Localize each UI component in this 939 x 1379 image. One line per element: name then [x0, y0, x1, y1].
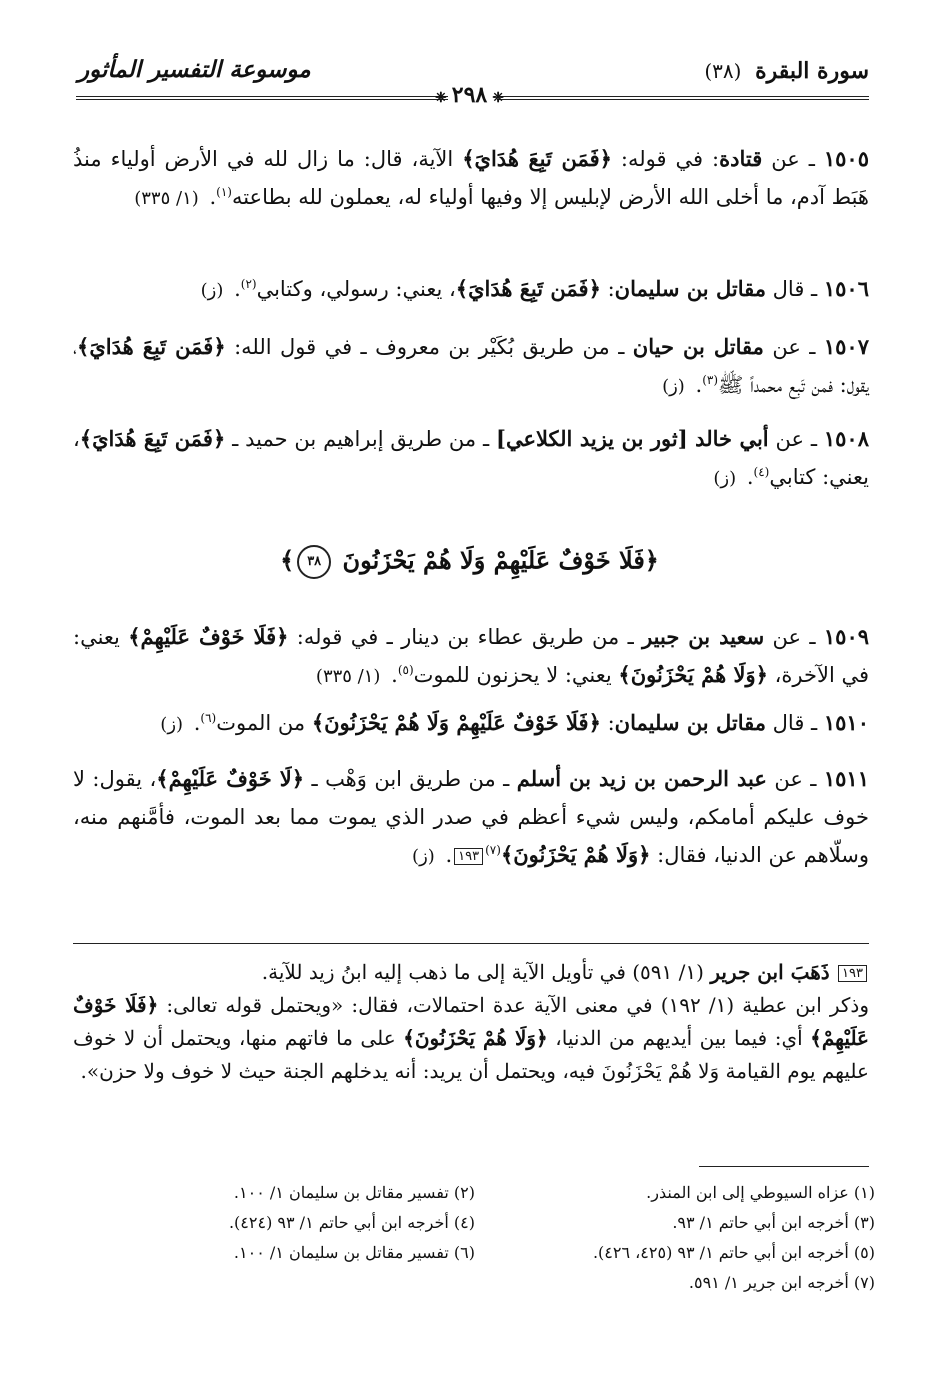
footnote-row — [75, 1178, 875, 1208]
quran-quote: ﴿فَلَا خَوْفٌ عَلَيْهِمْ﴾ — [73, 993, 869, 1050]
narrator-name: مقاتل بن سليمان — [614, 710, 766, 735]
quran-quote: ﴿فَلَا خَوْفٌ عَلَيْهِمْ﴾ — [128, 624, 289, 649]
narration-text: ـ من طريق عطاء بن دينار ـ في قوله: — [288, 625, 643, 649]
narration-text: . — [688, 373, 703, 397]
commentary-text: على ما فاتهم منها، ويحتمل أن لا خوف عليهم يوم القيامة وَلا هُمْ يَحْزَنُونَ فيه، ويحتمل أن يريد: أنه يدخلهم الجنة حيث لا خوف ولا حزن». — [73, 1026, 869, 1083]
page-number: ٢٩٨ — [451, 82, 488, 108]
narration-text: يعني: في الآخرة، — [73, 625, 869, 687]
quran-quote: ﴿فَمَن تَبِعَ هُدَايَ﴾ — [77, 334, 226, 359]
narration-number: ١٥٠٩ — [823, 624, 870, 649]
narration-text: . — [384, 663, 398, 687]
volume-reference: (ز) — [662, 376, 685, 397]
header-rule-left — [76, 96, 448, 100]
quran-quote: ﴿فَلَا خَوْفٌ عَلَيْهِمْ وَلَا هُمْ يَحْزَنُونَ﴾ — [311, 710, 601, 735]
narration-number: ١٥٠٦ — [823, 276, 869, 301]
narrator-name: مقاتل بن حيان — [632, 334, 764, 359]
narration-number: ١٥٠٧ — [823, 334, 869, 359]
footnotes — [75, 1178, 875, 1298]
dash: ـ — [800, 335, 824, 359]
narration-text: ، يقول: لا خوف عليكم أمامكم، وليس شيء أعظم في صدر الذي يموت مما بعد الموت، فأمَّنهم منه، وسلّاهم عن الدنيا، فقال: — [73, 767, 869, 867]
narration-lead: عن — [764, 625, 802, 649]
narration-number: ١٥١٠ — [823, 710, 869, 735]
narration-text: ، يعني: كتابي — [73, 427, 869, 489]
footnote-5: (٥) أخرجه ابن أبي حاتم ١/ ٩٣ (٤٢٥، ٤٢٦). — [592, 1243, 875, 1262]
narration-1506 — [73, 270, 869, 310]
volume-reference: (١/ ٣٣٥) — [134, 188, 199, 209]
narrator-name: عبد الرحمن بن زيد بن أسلم — [516, 766, 767, 791]
footnote-6: (٦) تفسير مقاتل بن سليمان ١/ ١٠٠. — [233, 1243, 475, 1262]
narration-text: من الموت — [216, 711, 312, 735]
commentary-text: وذكر ابن عطية (١/ ١٩٢) في معنى الآية عدة احتمالات، فقال: «ويحتمل قوله تعالى: — [158, 993, 869, 1017]
dash: ـ — [799, 147, 824, 171]
commentary-marker[interactable]: ١٩٣ — [454, 848, 483, 865]
commentary-separator — [73, 943, 869, 944]
narrator-name: مقاتل بن سليمان — [614, 276, 766, 301]
footnote-row — [75, 1268, 875, 1298]
footnote-4: (٤) أخرجه ابن أبي حاتم ١/ ٩٣ (٤٢٤). — [228, 1213, 475, 1232]
dash: ـ — [804, 711, 824, 735]
quran-quote: ﴿لَا خَوْفٌ عَلَيْهِمْ﴾ — [156, 766, 305, 791]
footnote-2: (٢) تفسير مقاتل بن سليمان ١/ ١٠٠. — [233, 1183, 475, 1202]
book-title: موسوعة التفسير المأثور — [78, 56, 311, 83]
narration-text: ـ من طريق ابن وَهْب ـ — [304, 767, 517, 791]
commentary-block — [73, 956, 869, 1088]
narration-1509 — [73, 618, 869, 696]
dash: ـ — [802, 767, 824, 791]
narration-text: الآية، قال: ما زال لله في الأرض أولياء منذُ هَبَط آدم، ما أخلى الله الأرض لإبليس إلا وفيها أولياء له، يعملون لله بطاعته — [73, 147, 869, 209]
commentary-number: ١٩٣ — [838, 965, 867, 982]
narration-lead: قال — [765, 277, 805, 301]
page-number-block — [430, 82, 509, 108]
narrator-name: قتادة — [719, 146, 763, 171]
volume-reference: (ز) — [412, 846, 435, 867]
footnote-marker: (١) — [216, 185, 232, 199]
quran-quote: ﴿وَلَا هُمْ يَحْزَنُونَ﴾ — [500, 842, 651, 867]
narration-text: . — [227, 277, 241, 301]
footnote-marker: (٢) — [240, 277, 257, 291]
narration-text: ، يعني: رسولي، وكتابي — [256, 277, 456, 301]
narration-1505 — [73, 140, 869, 218]
narration-text: يعني: لا يحزنون للموت — [413, 663, 619, 687]
volume-reference: (ز) — [200, 280, 224, 301]
footnote-marker: (٦) — [200, 711, 217, 725]
verse-close-bracket: ﴾ — [280, 545, 295, 575]
footnote-1: (١) عزاه السيوطي إلى ابن المنذر. — [646, 1183, 875, 1202]
narration-number: ١٥٠٨ — [823, 426, 869, 451]
narration-text: . — [202, 185, 217, 209]
narration-text: ـ من طريق بُكَيْر بن معروف ـ في قول الله: — [225, 335, 633, 359]
narration-1507 — [73, 328, 869, 406]
ayah-number-icon: ٣٨ — [297, 545, 331, 579]
volume-reference: (١/ ٣٣٥) — [315, 666, 381, 687]
narration-text: . — [740, 465, 754, 489]
ayah-range: (٣٨) — [704, 59, 742, 83]
commentary-author: ذَهَبَ ابن جرير — [710, 960, 830, 984]
footnote-marker: (٧) — [485, 843, 501, 857]
narration-text: . — [438, 843, 453, 867]
commentary-text: أي: فيما بين أيديهم من الدنيا، — [547, 1026, 811, 1050]
narration-lead: قال — [765, 711, 805, 735]
quran-quote: ﴿فَمَن تَبِعَ هُدَايَ﴾ — [455, 276, 601, 301]
narration-lead: عن — [768, 427, 805, 451]
narration-text: . — [187, 711, 201, 735]
footnote-marker: (٥) — [397, 663, 414, 677]
footnote-marker: (٤) — [753, 465, 770, 479]
narration-number: ١٥١١ — [823, 766, 869, 791]
commentary-text: (١/ ٥٩١) في تأويل الآية إلى ما ذهب إليه ابنُ زيد للآية. — [261, 960, 711, 984]
footnote-row — [75, 1208, 875, 1238]
narration-text: : في قوله: — [611, 147, 720, 171]
narrator-name: أبي خالد [ثور بن يزيد الكلاعي] — [496, 426, 769, 451]
narration-1508 — [73, 420, 869, 498]
footnote-row — [75, 1238, 875, 1268]
footnote-3: (٣) أخرجه ابن أبي حاتم ١/ ٩٣. — [672, 1213, 875, 1232]
surah-title: سورة البقرة — [755, 58, 869, 84]
surah-header — [704, 58, 869, 84]
header-rule-right — [497, 96, 869, 100]
dash: ـ — [801, 625, 824, 649]
narration-1510 — [73, 704, 869, 744]
dash: ـ — [804, 427, 824, 451]
narration-text: : — [600, 711, 615, 735]
narration-lead: عن — [762, 147, 800, 171]
verse-heading — [0, 545, 939, 579]
footnote-separator — [699, 1166, 869, 1167]
footnote-marker: (٣) — [702, 373, 719, 387]
volume-reference: (ز) — [160, 714, 184, 735]
quran-quote: ﴿فَمَن تَبِعَ هُدَايَ﴾ — [462, 146, 612, 171]
ornament-icon: ❈ — [492, 90, 504, 106]
footnote-7: (٧) أخرجه ابن جرير ١/ ٥٩١. — [688, 1273, 875, 1292]
narration-number: ١٥٠٥ — [823, 146, 869, 171]
narration-lead: عن — [763, 335, 801, 359]
quran-quote: ﴿وَلَا هُمْ يَحْزَنُونَ﴾ — [618, 662, 768, 687]
narration-text: : — [600, 277, 615, 301]
narration-text: ، يقول: فمن تَبِع محمداً ﷺ — [73, 335, 869, 397]
verse-text: ﴿فَلَا خَوْفٌ عَلَيْهِمْ وَلَا هُمْ يَحْزَنُونَ — [342, 545, 659, 575]
narration-lead: عن — [766, 767, 803, 791]
quran-quote: ﴿وَلَا هُمْ يَحْزَنُونَ﴾ — [403, 1026, 548, 1050]
ornament-icon: ❈ — [435, 90, 447, 106]
dash: ـ — [804, 277, 824, 301]
narration-text: ـ من طريق إبراهيم بن حميد ـ — [225, 427, 497, 451]
volume-reference: (ز) — [713, 468, 737, 489]
narration-1511 — [73, 760, 869, 876]
narrator-name: سعيد بن جبير — [642, 624, 765, 649]
quran-quote: ﴿فَمَن تَبِعَ هُدَايَ﴾ — [79, 426, 226, 451]
